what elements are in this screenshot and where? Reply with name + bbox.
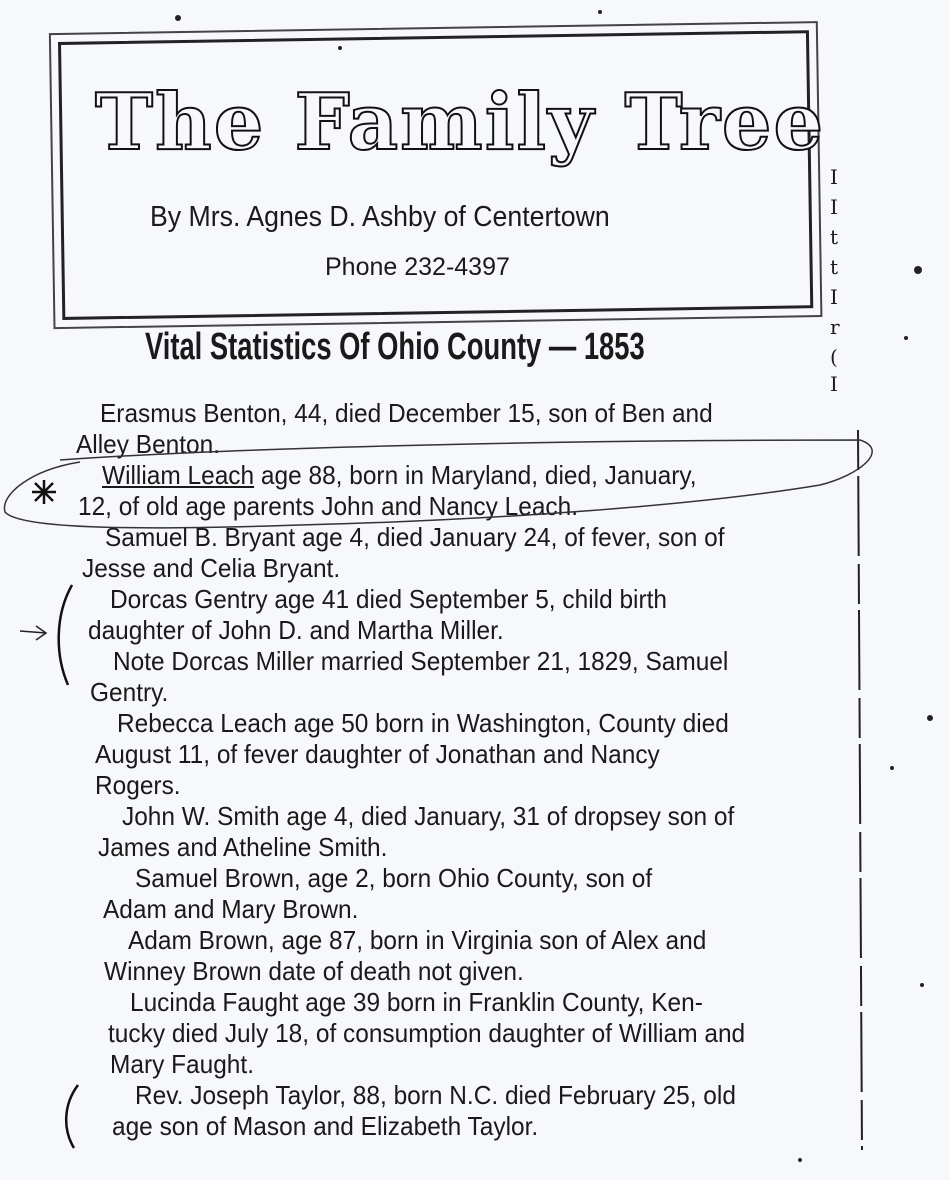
- text-line: tucky died July 18, of consumption daughter of William and: [108, 1018, 746, 1048]
- text-line: John W. Smith age 4, died January, 31 of dropsey son of: [122, 801, 735, 831]
- text-line: Adam Brown, age 87, born in Virginia son of Alex and: [128, 925, 707, 955]
- asterisk-icon: [32, 480, 56, 504]
- handwritten-oval: [4, 440, 872, 528]
- scan-specks: [175, 10, 933, 1162]
- text-line: August 11, of fever daughter of Jonathan and Nancy: [95, 739, 660, 769]
- article-heading: Vital Statistics Of Ohio County — 1853: [145, 326, 645, 368]
- text-line: Alley Benton.: [76, 429, 221, 459]
- text-line: age son of Mason and Elizabeth Taylor.: [112, 1111, 539, 1141]
- arrow-icon: [20, 626, 46, 640]
- column-rule: [858, 430, 862, 1150]
- text-line: Samuel B. Bryant age 4, died January 24, of fever, son of: [105, 522, 725, 552]
- text-line: Rebecca Leach age 50 born in Washington, County died: [117, 708, 729, 738]
- text-line: James and Atheline Smith.: [98, 832, 388, 862]
- text-line: Note Dorcas Miller married September 21, 1829, Samuel: [113, 646, 729, 676]
- text-line: Samuel Brown, age 2, born Ohio County, son of: [135, 863, 653, 893]
- adjacent-column-fragment: I: [830, 165, 838, 189]
- text-line: Gentry.: [90, 677, 169, 707]
- adjacent-column-fragment: I: [830, 195, 838, 219]
- adjacent-column-fragment: r: [830, 315, 840, 339]
- text-line: 12, of old age parents John and Nancy Leach.: [78, 491, 579, 521]
- text-line: Erasmus Benton, 44, died December 15, son of Ben and: [100, 398, 713, 428]
- parenthesis-mark: [59, 585, 72, 685]
- text-line: Jesse and Celia Bryant.: [82, 553, 341, 583]
- text-line: Dorcas Gentry age 41 died September 5, child birth: [110, 584, 667, 614]
- underlined-name: William Leach: [102, 460, 255, 490]
- text-line: Lucinda Faught age 39 born in Franklin County, Ken-: [130, 987, 703, 1017]
- adjacent-column-fragment: t: [830, 225, 839, 249]
- text-line: Adam and Mary Brown.: [103, 894, 359, 924]
- column-title: The Family Tree: [95, 77, 826, 168]
- text-fragment: age 88, born in Maryland, died, January,: [254, 460, 697, 490]
- parenthesis-mark: [66, 1085, 78, 1148]
- adjacent-column-fragment: I: [830, 372, 838, 396]
- adjacent-column-fragment: t: [830, 255, 839, 279]
- text-line: Rev. Joseph Taylor, 88, born N.C. died February 25, old: [135, 1080, 736, 1110]
- byline: By Mrs. Agnes D. Ashby of Centertown: [150, 201, 610, 233]
- text-line: daughter of John D. and Martha Miller.: [88, 615, 504, 645]
- text-line: Winney Brown date of death not given.: [104, 956, 524, 986]
- text-line: Mary Faught.: [110, 1049, 254, 1079]
- adjacent-column-fragment: I: [830, 285, 838, 309]
- adjacent-column-fragment: (: [830, 345, 838, 369]
- phone-number: Phone 232-4397: [325, 253, 510, 281]
- text-line: Rogers.: [95, 770, 181, 800]
